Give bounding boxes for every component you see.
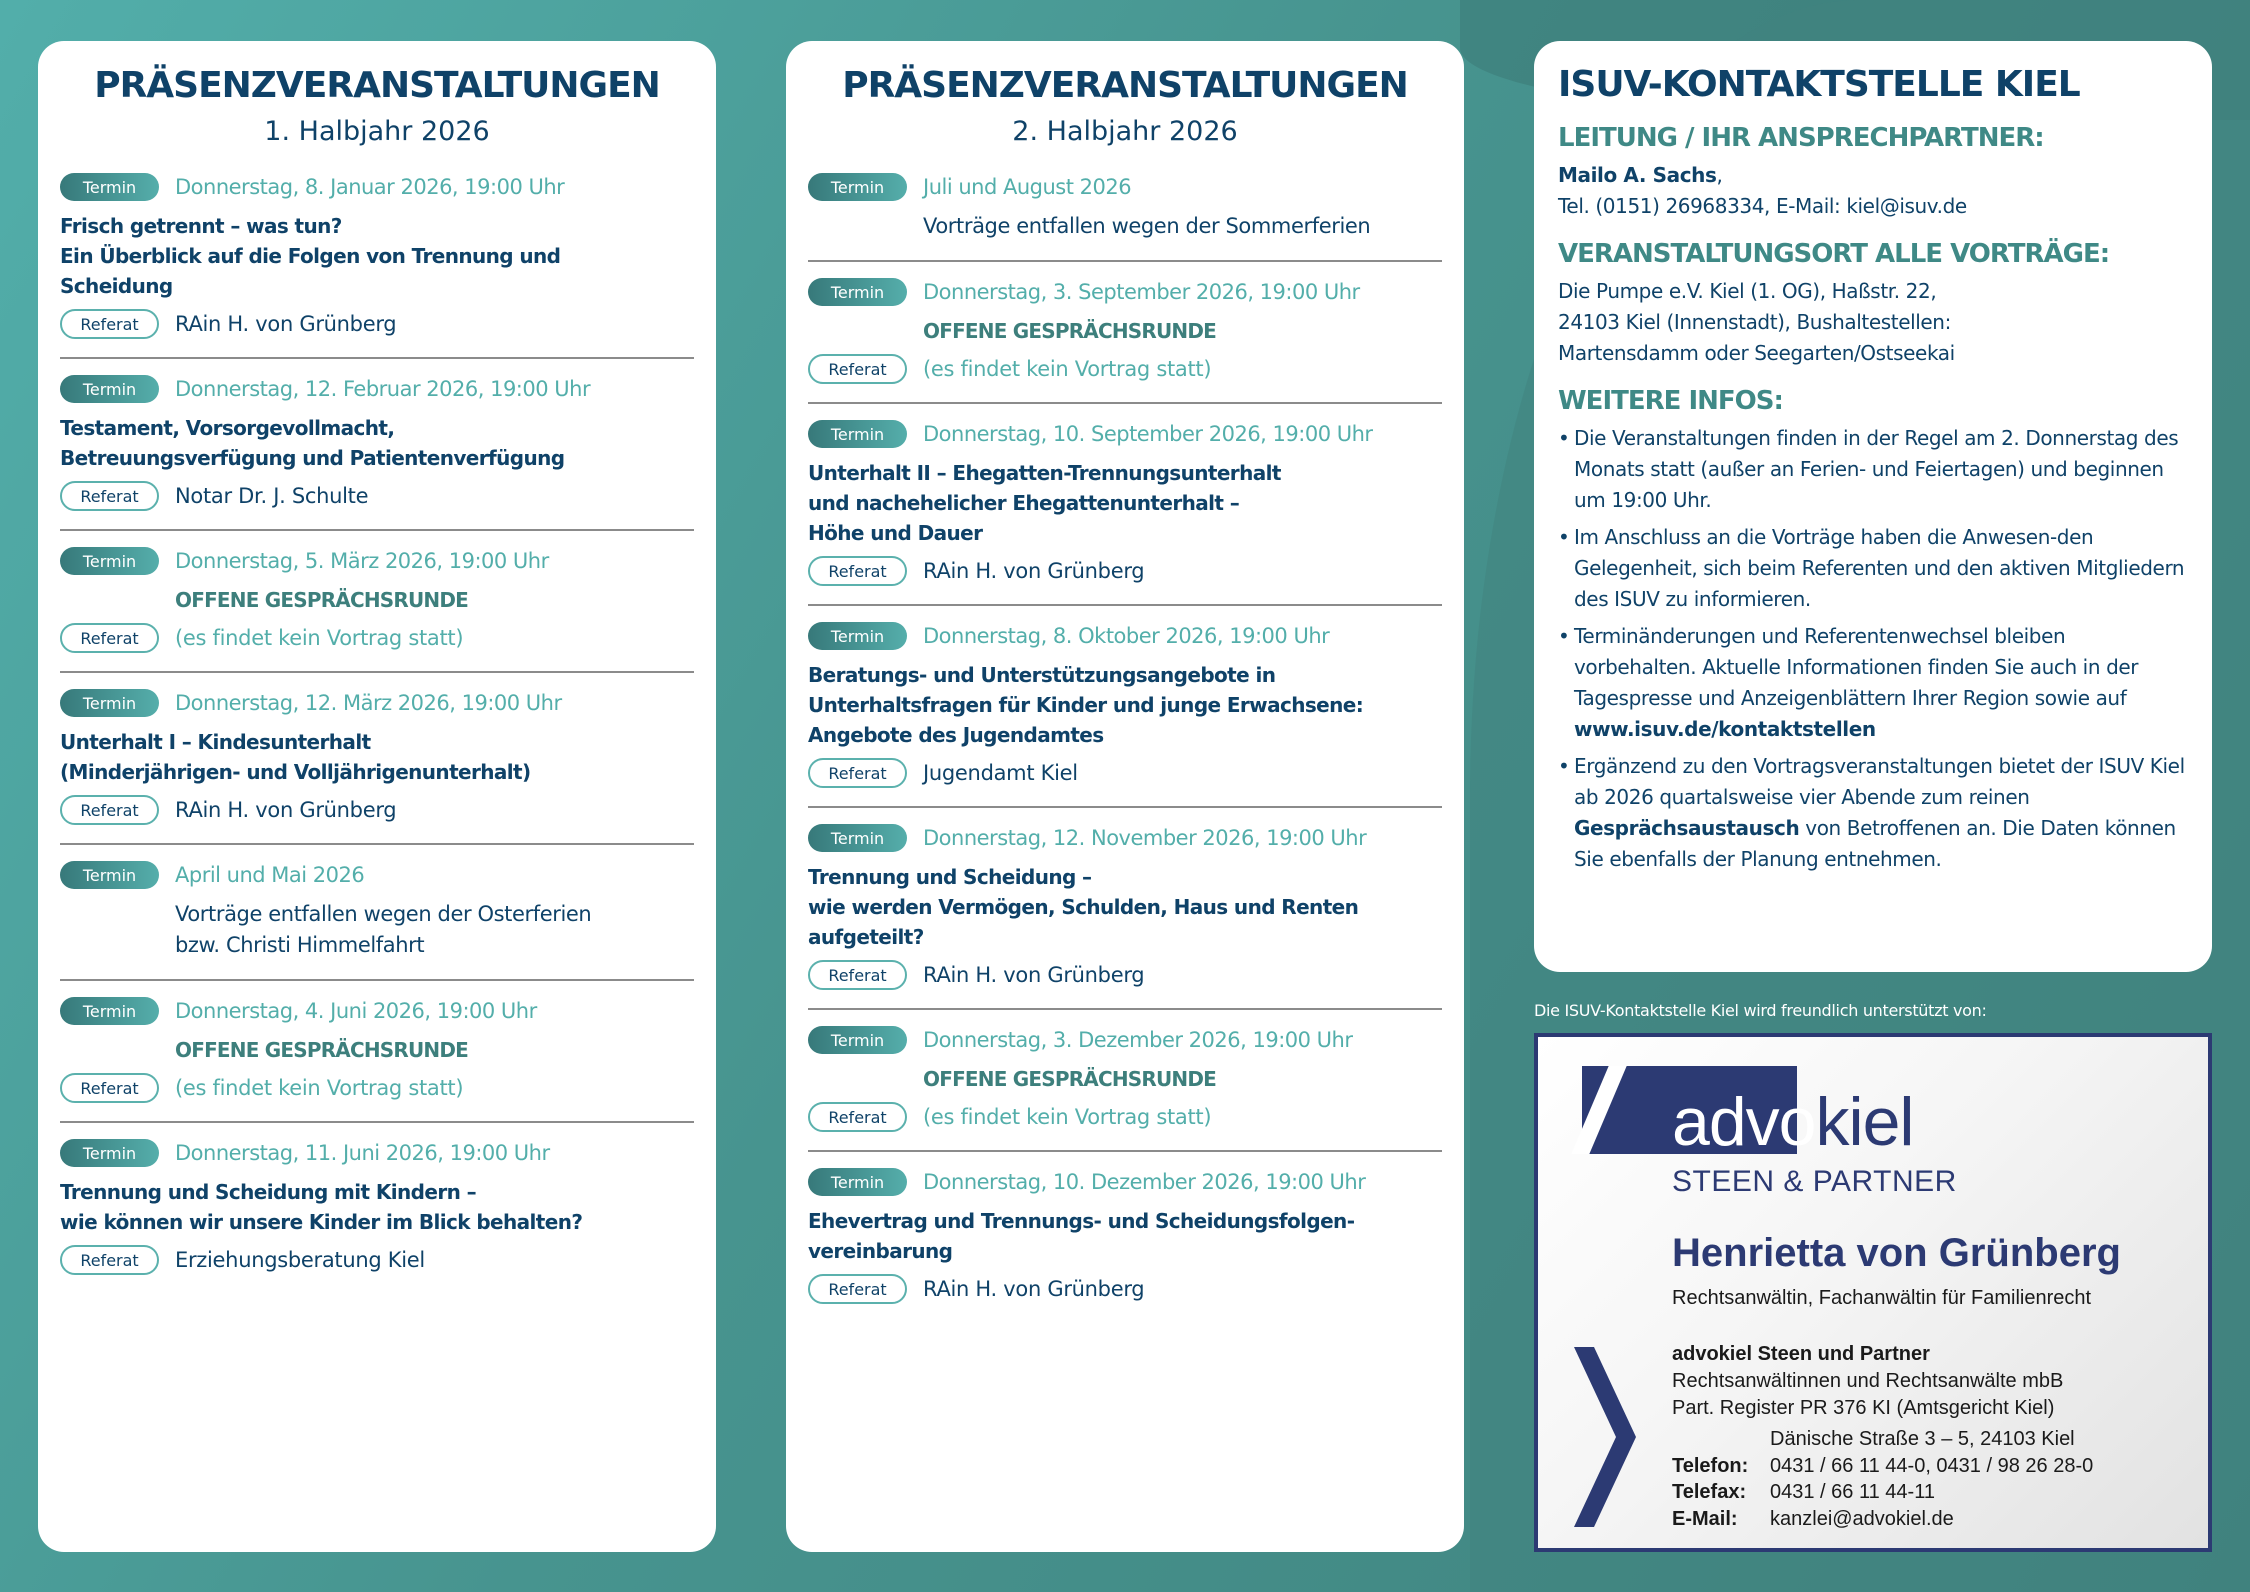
no-talk-note: (es findet kein Vortrag statt) (923, 1105, 1212, 1129)
firm-line: Part. Register PR 376 KI (Amtsgericht Kiel) (1672, 1397, 2055, 1419)
email-link[interactable]: kanzlei@advokiel.de (1770, 1507, 1954, 1530)
event-date: Juli und August 2026 (923, 175, 1132, 199)
no-talk-note: (es findet kein Vortrag statt) (923, 357, 1212, 381)
telefon-value: 0431 / 66 11 44-0, 0431 / 98 26 28-0 (1770, 1454, 2094, 1477)
event-date-row (60, 861, 694, 889)
event-date-row (808, 824, 1442, 852)
speaker-row (808, 1274, 1442, 1304)
termin-badge: Termin (60, 375, 159, 403)
event-item (60, 359, 694, 531)
event-date: Donnerstag, 5. März 2026, 19:00 Uhr (175, 549, 549, 573)
event-topic: Trennung und Scheidung – wie werden Vermögen, Schulden, Haus und Renten aufgeteilt? (808, 865, 1359, 949)
event-item (808, 1152, 1442, 1322)
sponsor-ad (1534, 1033, 2212, 1552)
info-item (1558, 751, 2188, 875)
event-date-row (808, 420, 1442, 448)
referat-badge: Referat (808, 758, 907, 788)
termin-badge: Termin (60, 689, 159, 717)
referat-badge: Referat (808, 1274, 907, 1304)
telefon-label: Telefon: (1672, 1454, 1749, 1477)
email-label: E-Mail: (1672, 1507, 1738, 1530)
termin-badge: Termin (808, 278, 907, 306)
event-date: Donnerstag, 8. Oktober 2026, 19:00 Uhr (923, 624, 1330, 648)
event-date-row (60, 1139, 694, 1167)
event-topic: Trennung und Scheidung mit Kindern – wie können wir unsere Kinder im Blick behalten? (60, 1180, 583, 1234)
card-title: PRÄSENZVERANSTALTUNGEN (842, 65, 1408, 106)
event-topic: Testament, Vorsorgevollmacht, Betreuungsverfügung und Patientenverfügung (60, 416, 565, 470)
event-item (60, 981, 694, 1123)
speaker-row (60, 309, 694, 339)
termin-badge: Termin (808, 622, 907, 650)
leitung-heading: LEITUNG / IHR ANSPRECHPARTNER: (1558, 123, 2044, 154)
termin-badge: Termin (808, 824, 907, 852)
event-speaker: RAin H. von Grünberg (175, 798, 397, 822)
event-item (808, 404, 1442, 606)
event-date-row (60, 689, 694, 717)
speaker-row (60, 1073, 694, 1103)
event-date: Donnerstag, 8. Januar 2026, 19:00 Uhr (175, 175, 565, 199)
no-talk-note: (es findet kein Vortrag statt) (175, 626, 464, 650)
termin-badge: Termin (808, 1168, 907, 1196)
referat-badge: Referat (60, 795, 159, 825)
termin-badge: Termin (808, 173, 907, 201)
speaker-row (808, 758, 1442, 788)
logo-text-dark: kiel (1815, 1084, 1914, 1160)
event-item (60, 845, 694, 981)
event-item (808, 606, 1442, 808)
event-date: Donnerstag, 11. Juni 2026, 19:00 Uhr (175, 1141, 550, 1165)
termin-badge: Termin (808, 420, 907, 448)
firm-address: Dänische Straße 3 – 5, 24103 Kiel (1770, 1428, 2075, 1450)
event-date: Donnerstag, 3. September 2026, 19:00 Uhr (923, 280, 1360, 304)
event-date: Donnerstag, 12. Februar 2026, 19:00 Uhr (175, 377, 591, 401)
website-link[interactable]: www.isuv.de/kontaktstellen (1574, 716, 1876, 741)
leitung-comma: , (1716, 163, 1723, 188)
referat-badge: Referat (60, 481, 159, 511)
contact-card (1534, 41, 2212, 972)
speaker-row (808, 1102, 1442, 1132)
event-speaker: Erziehungsberatung Kiel (175, 1248, 425, 1272)
event-speaker: Notar Dr. J. Schulte (175, 484, 369, 508)
leitung-info (1558, 160, 2188, 222)
referat-badge: Referat (60, 1245, 159, 1275)
info-text: Terminänderungen und Referentenwechsel bleiben vorbehalten. Aktuelle Informationen finden Sie auch in der Tagespresse und Anzeigenblättern Ihrer Region sowie auf (1574, 623, 2139, 710)
offene-gespraechsrunde: OFFENE GESPRÄCHSRUNDE (175, 1038, 469, 1062)
termin-badge: Termin (60, 997, 159, 1025)
event-date: Donnerstag, 12. März 2026, 19:00 Uhr (175, 691, 562, 715)
event-topic: Frisch getrennt – was tun? Ein Überblick auf die Folgen von Trennung und Scheidung (60, 214, 561, 298)
ort-address (1558, 276, 2188, 369)
ort-heading: VERANSTALTUNGSORT ALLE VORTRÄGE: (1558, 239, 2110, 270)
speaker-row (60, 1245, 694, 1275)
termin-badge: Termin (60, 173, 159, 201)
referat-badge: Referat (808, 556, 907, 586)
card-subtitle: 2. Halbjahr 2026 (1012, 116, 1238, 147)
info-item (1558, 621, 2188, 745)
infos-list (1558, 423, 2188, 875)
event-date: April und Mai 2026 (175, 863, 365, 887)
contact-title: ISUV-KONTAKTSTELLE KIEL (1558, 64, 2080, 105)
referat-badge: Referat (60, 1073, 159, 1103)
event-date: Donnerstag, 10. September 2026, 19:00 Uhr (923, 422, 1373, 446)
schedule-card-half2 (786, 41, 1464, 1552)
event-speaker: RAin H. von Grünberg (175, 312, 397, 336)
ort-line: 24103 Kiel (Innenstadt), Bushaltestellen: (1558, 309, 1951, 334)
event-speaker: Jugendamt Kiel (923, 761, 1078, 785)
event-date-row (808, 1026, 1442, 1054)
event-speaker: RAin H. von Grünberg (923, 1277, 1145, 1301)
speaker-row (808, 354, 1442, 384)
event-date-row (808, 278, 1442, 306)
event-list (786, 173, 1464, 1322)
event-item (808, 808, 1442, 1010)
leitung-name: Mailo A. Sachs (1558, 163, 1717, 188)
event-date: Donnerstag, 10. Dezember 2026, 19:00 Uhr (923, 1170, 1366, 1194)
termin-badge: Termin (60, 861, 159, 889)
no-talk-note: (es findet kein Vortrag statt) (175, 1076, 464, 1100)
event-item (808, 1010, 1442, 1152)
logo-text-light: advo (1672, 1084, 1816, 1160)
ort-line: Die Pumpe e.V. Kiel (1. OG), Haßstr. 22, (1558, 278, 1937, 303)
speaker-row (60, 795, 694, 825)
event-date: Donnerstag, 3. Dezember 2026, 19:00 Uhr (923, 1028, 1353, 1052)
info-bold: Gesprächsaustausch (1574, 815, 1800, 840)
event-speaker: RAin H. von Grünberg (923, 559, 1145, 583)
referat-badge: Referat (60, 309, 159, 339)
event-note: Vorträge entfallen wegen der Sommerferien (923, 214, 1371, 238)
leitung-details: Tel. (0151) 26968334, E-Mail: kiel@isuv.de (1558, 194, 1967, 219)
termin-badge: Termin (60, 1139, 159, 1167)
card-title: PRÄSENZVERANSTALTUNGEN (94, 65, 660, 106)
event-topic: Unterhalt II – Ehegatten-Trennungsunterhalt und nachehelicher Ehegattenunterhalt – Höhe und Dauer (808, 461, 1281, 545)
speaker-row (808, 556, 1442, 586)
event-date-row (808, 1168, 1442, 1196)
event-date-row (60, 173, 694, 201)
event-date: Donnerstag, 12. November 2026, 19:00 Uhr (923, 826, 1367, 850)
offene-gespraechsrunde: OFFENE GESPRÄCHSRUNDE (923, 1067, 1217, 1091)
logo-text (1672, 1084, 1914, 1160)
info-item: • Im Anschluss an die Vorträge haben die Anwesen-den Gelegenheit, sich beim Referenten und den aktiven Mitgliedern des ISUV zu informieren. (1558, 522, 2188, 615)
telefax-label: Telefax: (1672, 1481, 1747, 1503)
speaker-row (60, 623, 694, 653)
info-text: Ergänzend zu den Vortragsveranstaltungen bietet der ISUV Kiel ab 2026 quartalsweise vier Abende zum reinen (1574, 753, 2185, 809)
support-note: Die ISUV-Kontaktstelle Kiel wird freundlich unterstützt von: (1534, 1001, 1987, 1020)
event-item (808, 173, 1442, 262)
sponsor-role: Rechtsanwältin, Fachanwältin für Familienrecht (1672, 1287, 2092, 1309)
speaker-row (60, 481, 694, 511)
info-item: • Die Veranstaltungen finden in der Regel am 2. Donnerstag des Monats statt (außer an Ferien- und Feiertagen) und beginnen um 19:00 Uhr. (1558, 423, 2188, 516)
referat-badge: Referat (808, 1102, 907, 1132)
firm-info (1672, 1341, 2063, 1422)
event-topic: Beratungs- und Unterstützungsangebote in Unterhaltsfragen für Kinder und junge Erwachsene: Angebote des Jugendamtes (808, 663, 1364, 747)
ort-line: Martensdamm oder Seegarten/Ostseekai (1558, 340, 1955, 365)
event-date-row (60, 375, 694, 403)
event-date-row (808, 173, 1442, 201)
logo-subtitle: STEEN & PARTNER (1672, 1165, 1957, 1198)
event-speaker: RAin H. von Grünberg (923, 963, 1145, 987)
referat-badge: Referat (808, 354, 907, 384)
chevron-right-icon (1574, 1347, 1636, 1527)
firm-name: advokiel Steen und Partner (1672, 1343, 1930, 1365)
telefax-value: 0431 / 66 11 44-11 (1770, 1481, 1935, 1503)
event-date-row (808, 622, 1442, 650)
firm-contact (1672, 1426, 2093, 1532)
referat-badge: Referat (60, 623, 159, 653)
sponsor-name: Henrietta von Grünberg (1672, 1231, 2121, 1275)
event-date-row (60, 547, 694, 575)
event-note: Vorträge entfallen wegen der Osterferien bzw. Christi Himmelfahrt (175, 902, 592, 957)
event-item (60, 173, 694, 359)
event-topic: Ehevertrag und Trennungs- und Scheidungsfolgen- vereinbarung (808, 1209, 1355, 1263)
offene-gespraechsrunde: OFFENE GESPRÄCHSRUNDE (923, 319, 1217, 343)
schedule-card-half1 (38, 41, 716, 1552)
termin-badge: Termin (60, 547, 159, 575)
event-item (60, 673, 694, 845)
event-topic: Unterhalt I – Kindesunterhalt (Minderjährigen- und Volljährigenunterhalt) (60, 730, 531, 784)
event-date: Donnerstag, 4. Juni 2026, 19:00 Uhr (175, 999, 537, 1023)
event-date-row (60, 997, 694, 1025)
referat-badge: Referat (808, 960, 907, 990)
offene-gespraechsrunde: OFFENE GESPRÄCHSRUNDE (175, 588, 469, 612)
speaker-row (808, 960, 1442, 990)
termin-badge: Termin (808, 1026, 907, 1054)
event-item (60, 531, 694, 673)
info-text: von Betroffenen an. Die Daten können Sie ebenfalls der Planung entnehmen. (1574, 815, 2176, 871)
event-list (38, 173, 716, 1293)
event-item (808, 262, 1442, 404)
infos-heading: WEITERE INFOS: (1558, 385, 1783, 416)
card-subtitle: 1. Halbjahr 2026 (264, 116, 490, 147)
firm-line: Rechtsanwältinnen und Rechtsanwälte mbB (1672, 1370, 2064, 1392)
event-item (60, 1123, 694, 1293)
